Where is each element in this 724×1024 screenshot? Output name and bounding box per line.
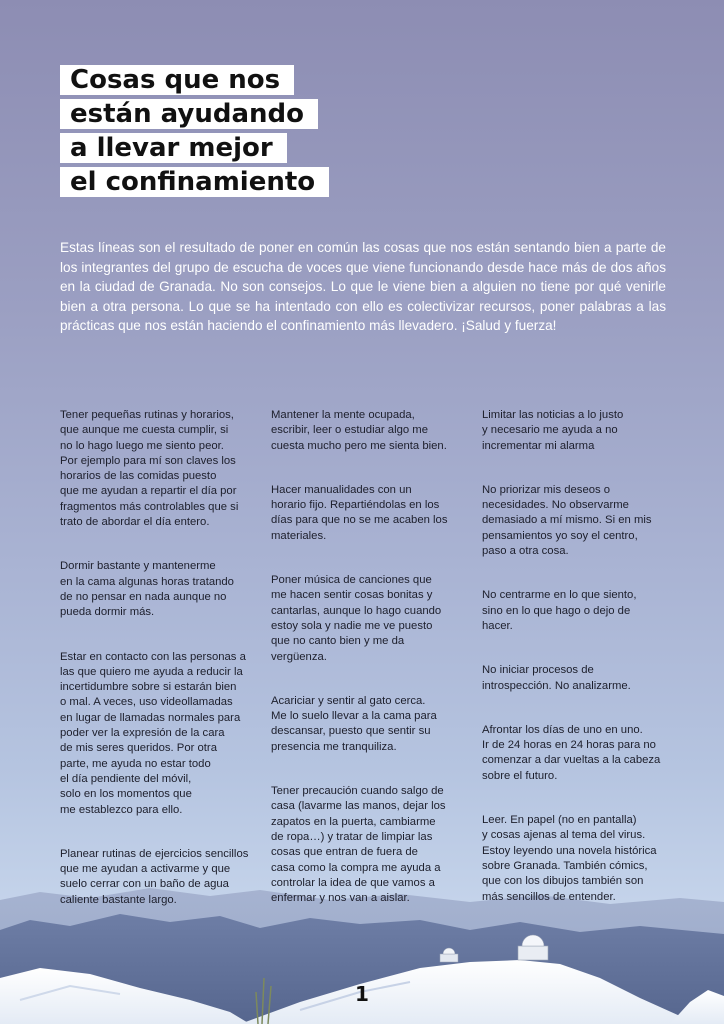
- column-middle: [271, 408, 465, 935]
- list-item: Planear rutinas de ejercicios sencillos que me ayudan a activarme y que suelo cerrar con un baño de agua caliente bastante largo.: [60, 847, 249, 906]
- title-line: a llevar mejor: [60, 133, 287, 163]
- list-item: No iniciar procesos de introspección. No analizarme.: [482, 664, 631, 692]
- list-item: Mantener la mente ocupada, escribir, leer o estudiar algo me cuesta mucho pero me sienta bien.: [271, 409, 447, 452]
- list-item: Hacer manualidades con un horario fijo. Repartiéndolas en los días para que no se me acaben los materiales.: [271, 483, 448, 542]
- list-item: Tener precaución cuando salgo de casa (lavarme las manos, dejar los zapatos en la puerta, cambiarme de ropa…) y tratar de limpiar las cosas que entran de fuera de casa como la compra me ayuda a controlar la idea de que vamos a enfermar y nos van a aislar.: [271, 785, 446, 905]
- intro-paragraph: Estas líneas son el resultado de poner en común las cosas que nos están sentando bien a parte de los integrantes del grupo de escucha de voces que viene funcionando desde hace más de dos años en la ciudad de Granada. No son consejos. Lo que le viene bien a alguien no tiene por qué venirle bien a otra persona. Lo que se ha intentado con ello es colectivizar recursos, poner palabras a las prácticas que nos están haciendo el confinamiento más llevadero. ¡Salud y fuerza!: [60, 240, 666, 334]
- list-item: No priorizar mis deseos o necesidades. No observarme demasiado a mí mismo. Si en mis pensamientos yo soy el centro, paso a otra cosa.: [482, 483, 652, 558]
- title-line: Cosas que nos: [60, 65, 294, 95]
- title-block: [60, 65, 480, 201]
- list-item: No centrarme en lo que siento, sino en lo que hago o dejo de hacer.: [482, 589, 637, 632]
- list-item: Acariciar y sentir al gato cerca. Me lo suelo llevar a la cama para descansar, puesto que sentir su presencia me tranquiliza.: [271, 694, 437, 753]
- title-line: el confinamiento: [60, 167, 329, 197]
- page-number: 1: [355, 982, 369, 1006]
- column-left: [60, 408, 254, 937]
- list-item: Leer. En papel (no en pantalla) y cosas ajenas al tema del virus. Estoy leyendo una novela histórica sobre Granada. También cómics, que con los dibujos también son más sencillos de entender.: [482, 814, 657, 903]
- list-item: Limitar las noticias a lo justo y necesario me ayuda a no incrementar mi alarma: [482, 409, 624, 452]
- list-item: Estar en contacto con las personas a las que quiero me ayuda a reducir la incertidumbre sobre si estarán bien o mal. A veces, uso videollamadas en lugar de llamadas normales para poder ver la expresión de la cara de mis seres queridos. Por otra parte, me ayuda no estar todo el día pendiente del móvil, solo en los momentos que me establezco para ello.: [60, 650, 246, 816]
- column-right: [482, 408, 676, 934]
- list-item: Tener pequeñas rutinas y horarios, que aunque me cuesta cumplir, si no lo hago luego me siento peor. Por ejemplo para mí son claves los horarios de las comidas puesto que me ayudan a repartir el día por fragmentos más controlables que si trato de abordar el día entero.: [60, 409, 239, 529]
- list-item: Dormir bastante y mantenerme en la cama algunas horas tratando de no pensar en nada aunque no pueda dormir más.: [60, 560, 234, 619]
- list-item: Afrontar los días de uno en uno. Ir de 24 horas en 24 horas para no comenzar a dar vueltas a la cabeza sobre el futuro.: [482, 723, 661, 782]
- title-line: están ayudando: [60, 99, 318, 129]
- list-item: Poner música de canciones que me hacen sentir cosas bonitas y cantarlas, aunque lo hago cuando estoy sola y nadie me ve puesto que no canto bien y me da vergüenza.: [271, 574, 442, 663]
